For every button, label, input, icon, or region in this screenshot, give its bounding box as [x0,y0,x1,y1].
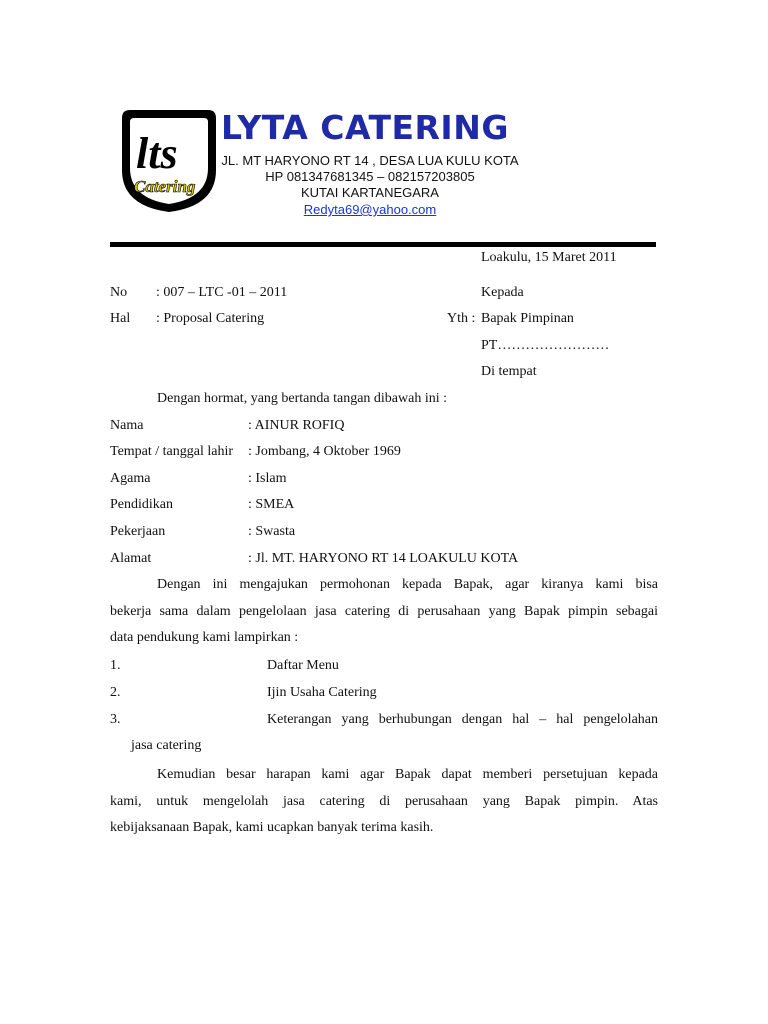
identity-value: : AINUR ROFIQ [248,418,345,433]
list-number: 2. [110,685,121,700]
svg-text:Catering: Catering [134,177,196,196]
hal-value: : Proposal Catering [156,311,265,326]
identity-value: : Jombang, 4 Oktober 1969 [248,444,401,459]
paragraph-line: kami, untuk mengelolah jasa catering di perusahaan yang Bapak pimpin. Atas [110,793,658,809]
company-logo [120,108,218,214]
identity-label: Agama [110,471,151,486]
paragraph-request [110,572,658,652]
paragraph-line: Kemudian besar harapan kami agar Bapak dapat memberi persetujuan kepada [157,767,658,782]
header-divider [110,242,656,247]
identity-label: Pendidikan [110,497,173,512]
greeting: Dengan hormat, yang bertanda tangan dibawah ini : [157,391,448,406]
address-line-2: HP 081347681345 – 082157203805 [265,169,475,184]
identity-label: Pekerjaan [110,524,166,539]
identity-value: : Islam [248,471,287,486]
recipient-yth: Yth : [447,311,476,326]
list-item: Daftar Menu [267,658,339,673]
recipient-place: Di tempat [481,364,537,379]
recipient-pt: PT…………………… [481,338,610,353]
email-link[interactable]: Redyta69@yahoo.com [303,202,437,217]
list-item: Ijin Usaha Catering [267,685,377,700]
list-number: 1. [110,658,121,673]
company-name: LYTA CATERING [221,108,509,147]
identity-label: Alamat [110,551,152,566]
identity-value: : Swasta [248,524,296,539]
address-line-1: JL. MT HARYONO RT 14 , DESA LUA KULU KOTA [221,153,519,168]
paragraph-line: Dengan ini mengajukan permohonan kepada Bapak, agar kiranya kami bisa [157,577,658,592]
paragraph-line: data pendukung kami lampirkan : [110,630,299,646]
hal-label: Hal [110,311,131,326]
paragraph-closing [110,762,658,842]
recipient-kepada: Kepada [481,285,524,300]
recipient-name: Bapak Pimpinan [481,311,574,326]
identity-label: Nama [110,418,144,433]
no-label: No [110,285,128,300]
paragraph-line: bekerja sama dalam pengelolaan jasa catering di perusahaan yang Bapak pimpin sebagai [110,603,658,619]
list-item: Keterangan yang berhubungan dengan hal – hal pengelolahan [267,712,658,727]
list-number: 3. [110,712,121,727]
list-item-continuation: jasa catering [131,738,202,753]
address-line-3: KUTAI KARTANEGARA [301,185,439,200]
no-value: : 007 – LTC -01 – 2011 [156,285,288,300]
identity-value: : Jl. MT. HARYONO RT 14 LOAKULU KOTA [248,551,519,566]
letter-date: Loakulu, 15 Maret 2011 [481,250,617,265]
identity-label: Tempat / tanggal lahir [110,444,234,459]
identity-value: : SMEA [248,497,295,512]
svg-text:lts: lts [136,129,178,178]
paragraph-line: kebijaksanaan Bapak, kami ucapkan banyak terima kasih. [110,820,434,836]
